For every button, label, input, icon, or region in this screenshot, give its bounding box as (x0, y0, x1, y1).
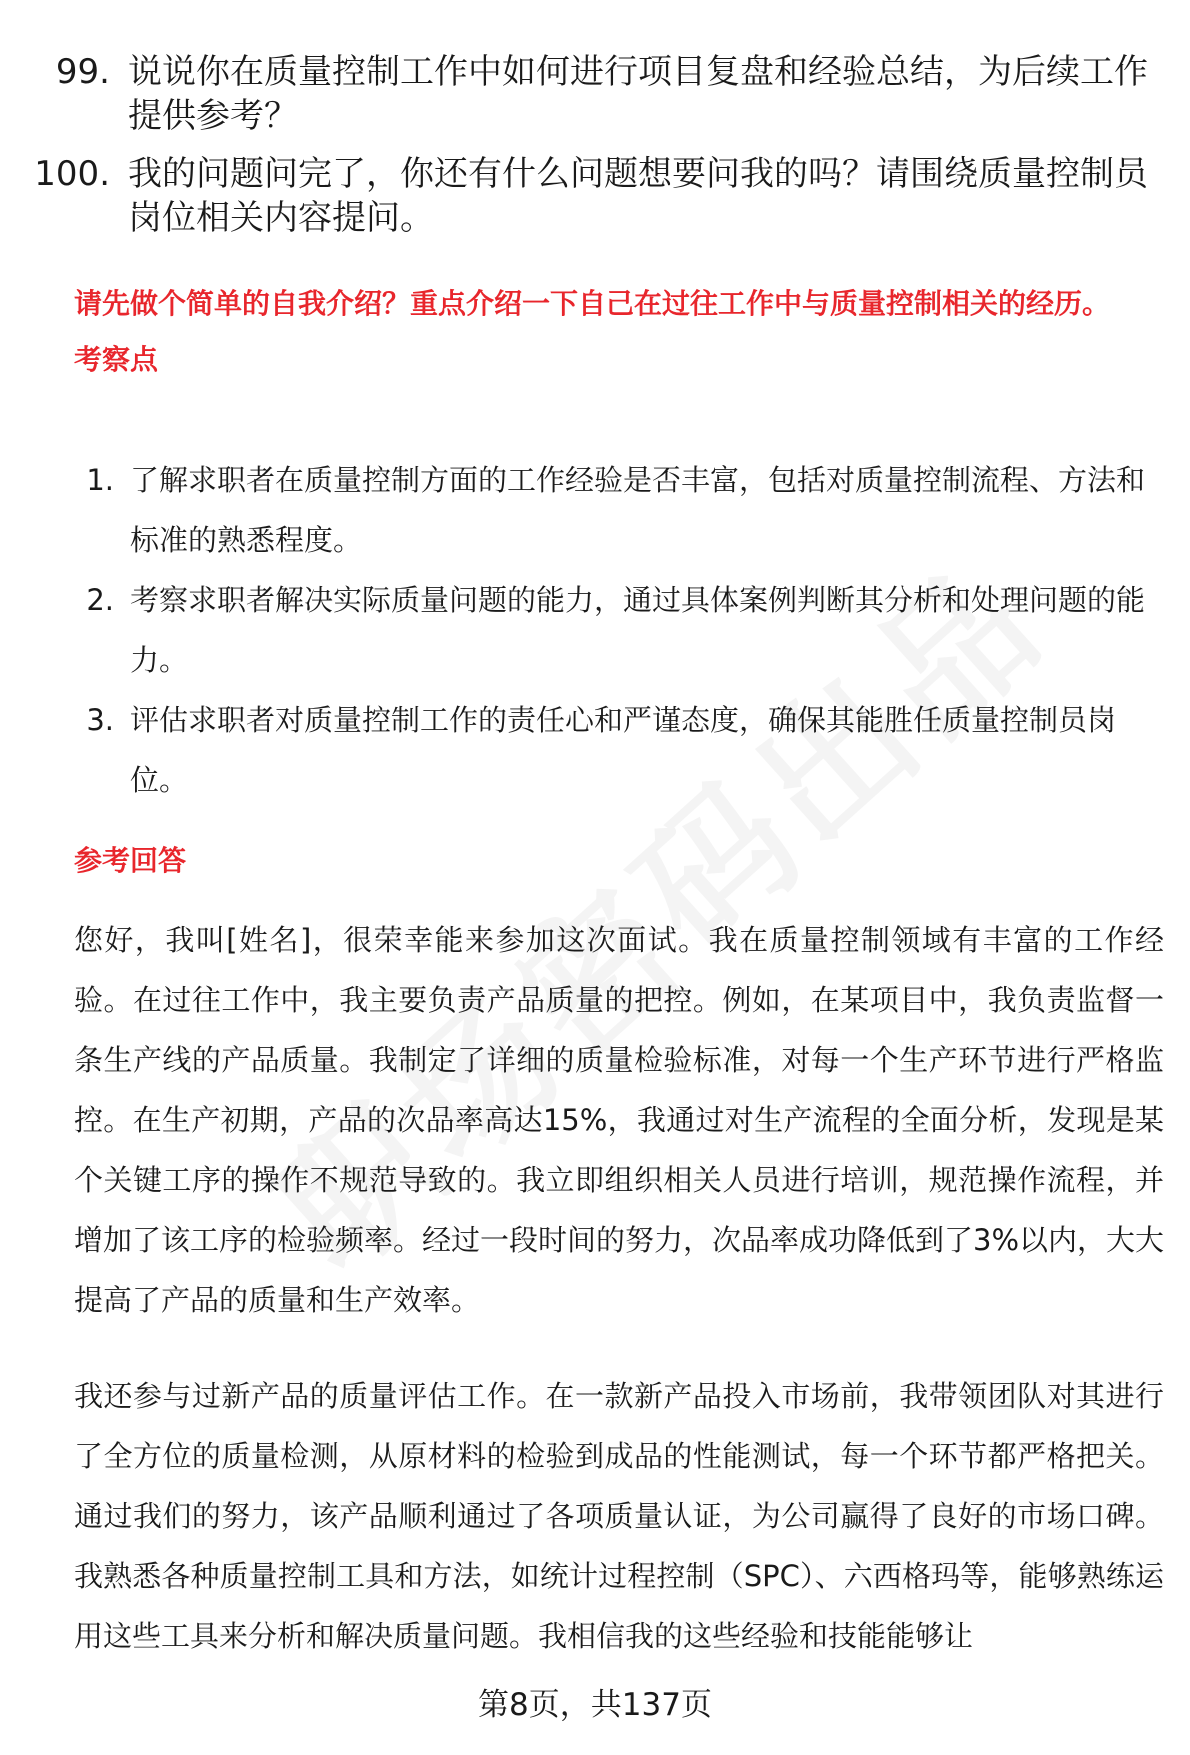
question-text: 我的问题问完了，你还有什么问题想要问我的吗？请围绕质量控制员岗位相关内容提问。 (128, 154, 1148, 238)
list-item-text: 评估求职者对质量控制工作的责任心和严谨态度，确保其能胜任质量控制员岗位。 (130, 703, 1117, 797)
question-number: 99. (55, 52, 110, 92)
assessment-label: 考察点 (74, 343, 159, 376)
list-item-number: 2. (86, 583, 114, 617)
list-item-text: 考察求职者解决实际质量问题的能力，通过具体案例判断其分析和处理问题的能力。 (130, 583, 1146, 677)
question-list (0, 50, 1190, 254)
question-item (0, 50, 1190, 138)
answer-paragraph: 您好，我叫[姓名]，很荣幸能来参加这次面试。我在质量控制领域有丰富的工作经验。在过往工作中，我主要负责产品质量的把控。例如，在某项目中，我负责监督一条生产线的产品质量。我制定了详细的质量检验标准，对每一个生产环节进行严格监控。在生产初期，产品的次品率高达15%，我通过对生产流程的全面分析，发现是某个关键工序的操作不规范导致的。我立即组织相关人员进行培训，规范操作流程，并增加了该工序的检验频率。经过一段时间的努力，次品率成功降低到了3%以内，大大提高了产品的质量和生产效率。 (74, 923, 1165, 1317)
section-title: 请先做个简单的自我介绍？重点介绍一下自己在过往工作中与质量控制相关的经历。 (74, 287, 1111, 320)
list-item-number: 3. (86, 703, 114, 737)
list-item (74, 450, 1164, 570)
answer-paragraph: 我还参与过新产品的质量评估工作。在一款新产品投入市场前，我带领团队对其进行了全方位的质量检测，从原材料的检验到成品的性能测试，每一个环节都严格把关。通过我们的努力，该产品顺利通过了各项质量认证，为公司赢得了良好的市场口碑。我熟悉各种质量控制工具和方法，如统计过程控制（SPC）、六西格玛等，能够熟练运用这些工具来分析和解决质量问题。我相信我的这些经验和技能能够让 (74, 1379, 1164, 1653)
list-item-text: 了解求职者在质量控制方面的工作经验是否丰富，包括对质量控制流程、方法和标准的熟悉程度。 (130, 463, 1146, 557)
question-item (0, 152, 1190, 240)
page-footer: 第8页，共137页 (478, 1687, 712, 1723)
question-text: 说说你在质量控制工作中如何进行项目复盘和经验总结，为后续工作提供参考？ (128, 52, 1148, 136)
question-number: 100. (34, 154, 110, 194)
reference-label: 参考回答 (74, 844, 187, 877)
assessment-points (74, 450, 1164, 810)
list-item (74, 690, 1164, 810)
list-item-number: 1. (86, 463, 114, 497)
list-item (74, 570, 1164, 690)
